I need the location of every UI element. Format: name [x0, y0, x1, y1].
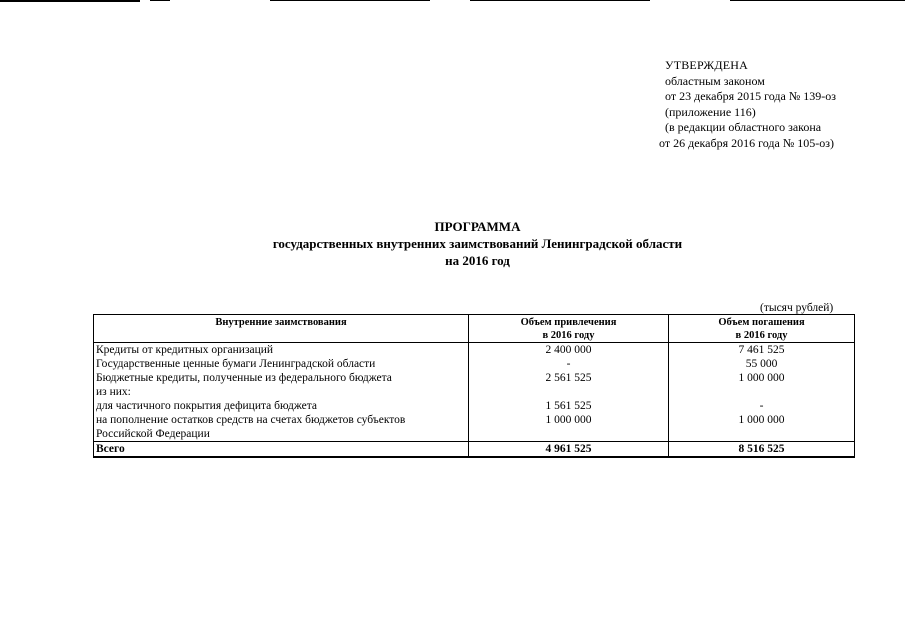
row-repayment: 1 000 000 [669, 371, 855, 385]
approval-line: (приложение 116) [665, 104, 756, 119]
header-repayment [669, 315, 855, 343]
header-attraction-line2: в 2016 году [542, 330, 595, 341]
document-title [0, 218, 905, 269]
row-label: Кредиты от кредитных организаций [94, 343, 469, 358]
row-attraction [468, 427, 668, 442]
scan-artifact-line [470, 0, 650, 1]
row-repayment [669, 427, 855, 442]
row-repayment: 1 000 000 [669, 413, 855, 427]
approval-line: от 23 декабря 2015 года № 139-оз [665, 89, 837, 103]
row-label: Российской Федерации [94, 427, 469, 442]
header-repayment-line2: в 2016 году [735, 330, 788, 341]
row-repayment: 55 000 [669, 357, 855, 371]
title-line: государственных внутренних заимствований Ленинградской области [272, 236, 683, 251]
row-label: из них: [94, 385, 469, 399]
row-attraction: 1 000 000 [468, 413, 668, 427]
approval-line: УТВЕРЖДЕНА [665, 58, 749, 72]
table-row [94, 357, 855, 371]
table-row [94, 343, 855, 358]
row-attraction: 2 561 525 [468, 371, 668, 385]
row-label: на пополнение остатков средств на счетах бюджетов субъектов [94, 413, 469, 427]
row-attraction [468, 385, 668, 399]
approval-line: от 26 декабря 2016 года № 105-оз) [659, 135, 835, 150]
table-total-row [94, 442, 855, 458]
approval-line: (в редакции областного закона [665, 120, 822, 134]
row-attraction: 2 400 000 [468, 343, 668, 358]
row-repayment [669, 385, 855, 399]
title-line: на 2016 год [445, 253, 510, 268]
row-repayment: 7 461 525 [669, 343, 855, 358]
row-label: для частичного покрытия дефицита бюджета [94, 399, 469, 413]
borrowings-table [93, 314, 855, 458]
title-line: ПРОГРАММА [434, 219, 521, 234]
row-attraction: 1 561 525 [468, 399, 668, 413]
table-row [94, 399, 855, 413]
total-attraction: 4 961 525 [468, 442, 668, 458]
total-repayment: 8 516 525 [669, 442, 855, 458]
header-borrowings: Внутренние заимствования [94, 315, 469, 343]
row-attraction: - [468, 357, 668, 371]
approval-line: областным законом [665, 73, 765, 88]
table-header-row [94, 315, 855, 343]
row-repayment: - [669, 399, 855, 413]
table-row [94, 413, 855, 427]
units-note: (тысяч рублей) [760, 302, 834, 314]
table-row [94, 371, 855, 385]
header-repayment-line1: Объем погашения [718, 317, 805, 328]
scan-artifact-line [150, 0, 170, 1]
table-row [94, 427, 855, 442]
row-label: Государственные ценные бумаги Ленинградской области [94, 357, 469, 371]
scan-artifact-line [270, 0, 430, 1]
approval-stamp [659, 58, 837, 151]
row-label: Бюджетные кредиты, полученные из федерального бюджета [94, 371, 469, 385]
header-attraction-line1: Объем привлечения [520, 317, 617, 328]
total-label: Всего [94, 442, 469, 458]
header-attraction [468, 315, 668, 343]
scan-artifact-line [0, 0, 140, 2]
scan-artifact-line [730, 0, 905, 1]
table-row [94, 385, 855, 399]
